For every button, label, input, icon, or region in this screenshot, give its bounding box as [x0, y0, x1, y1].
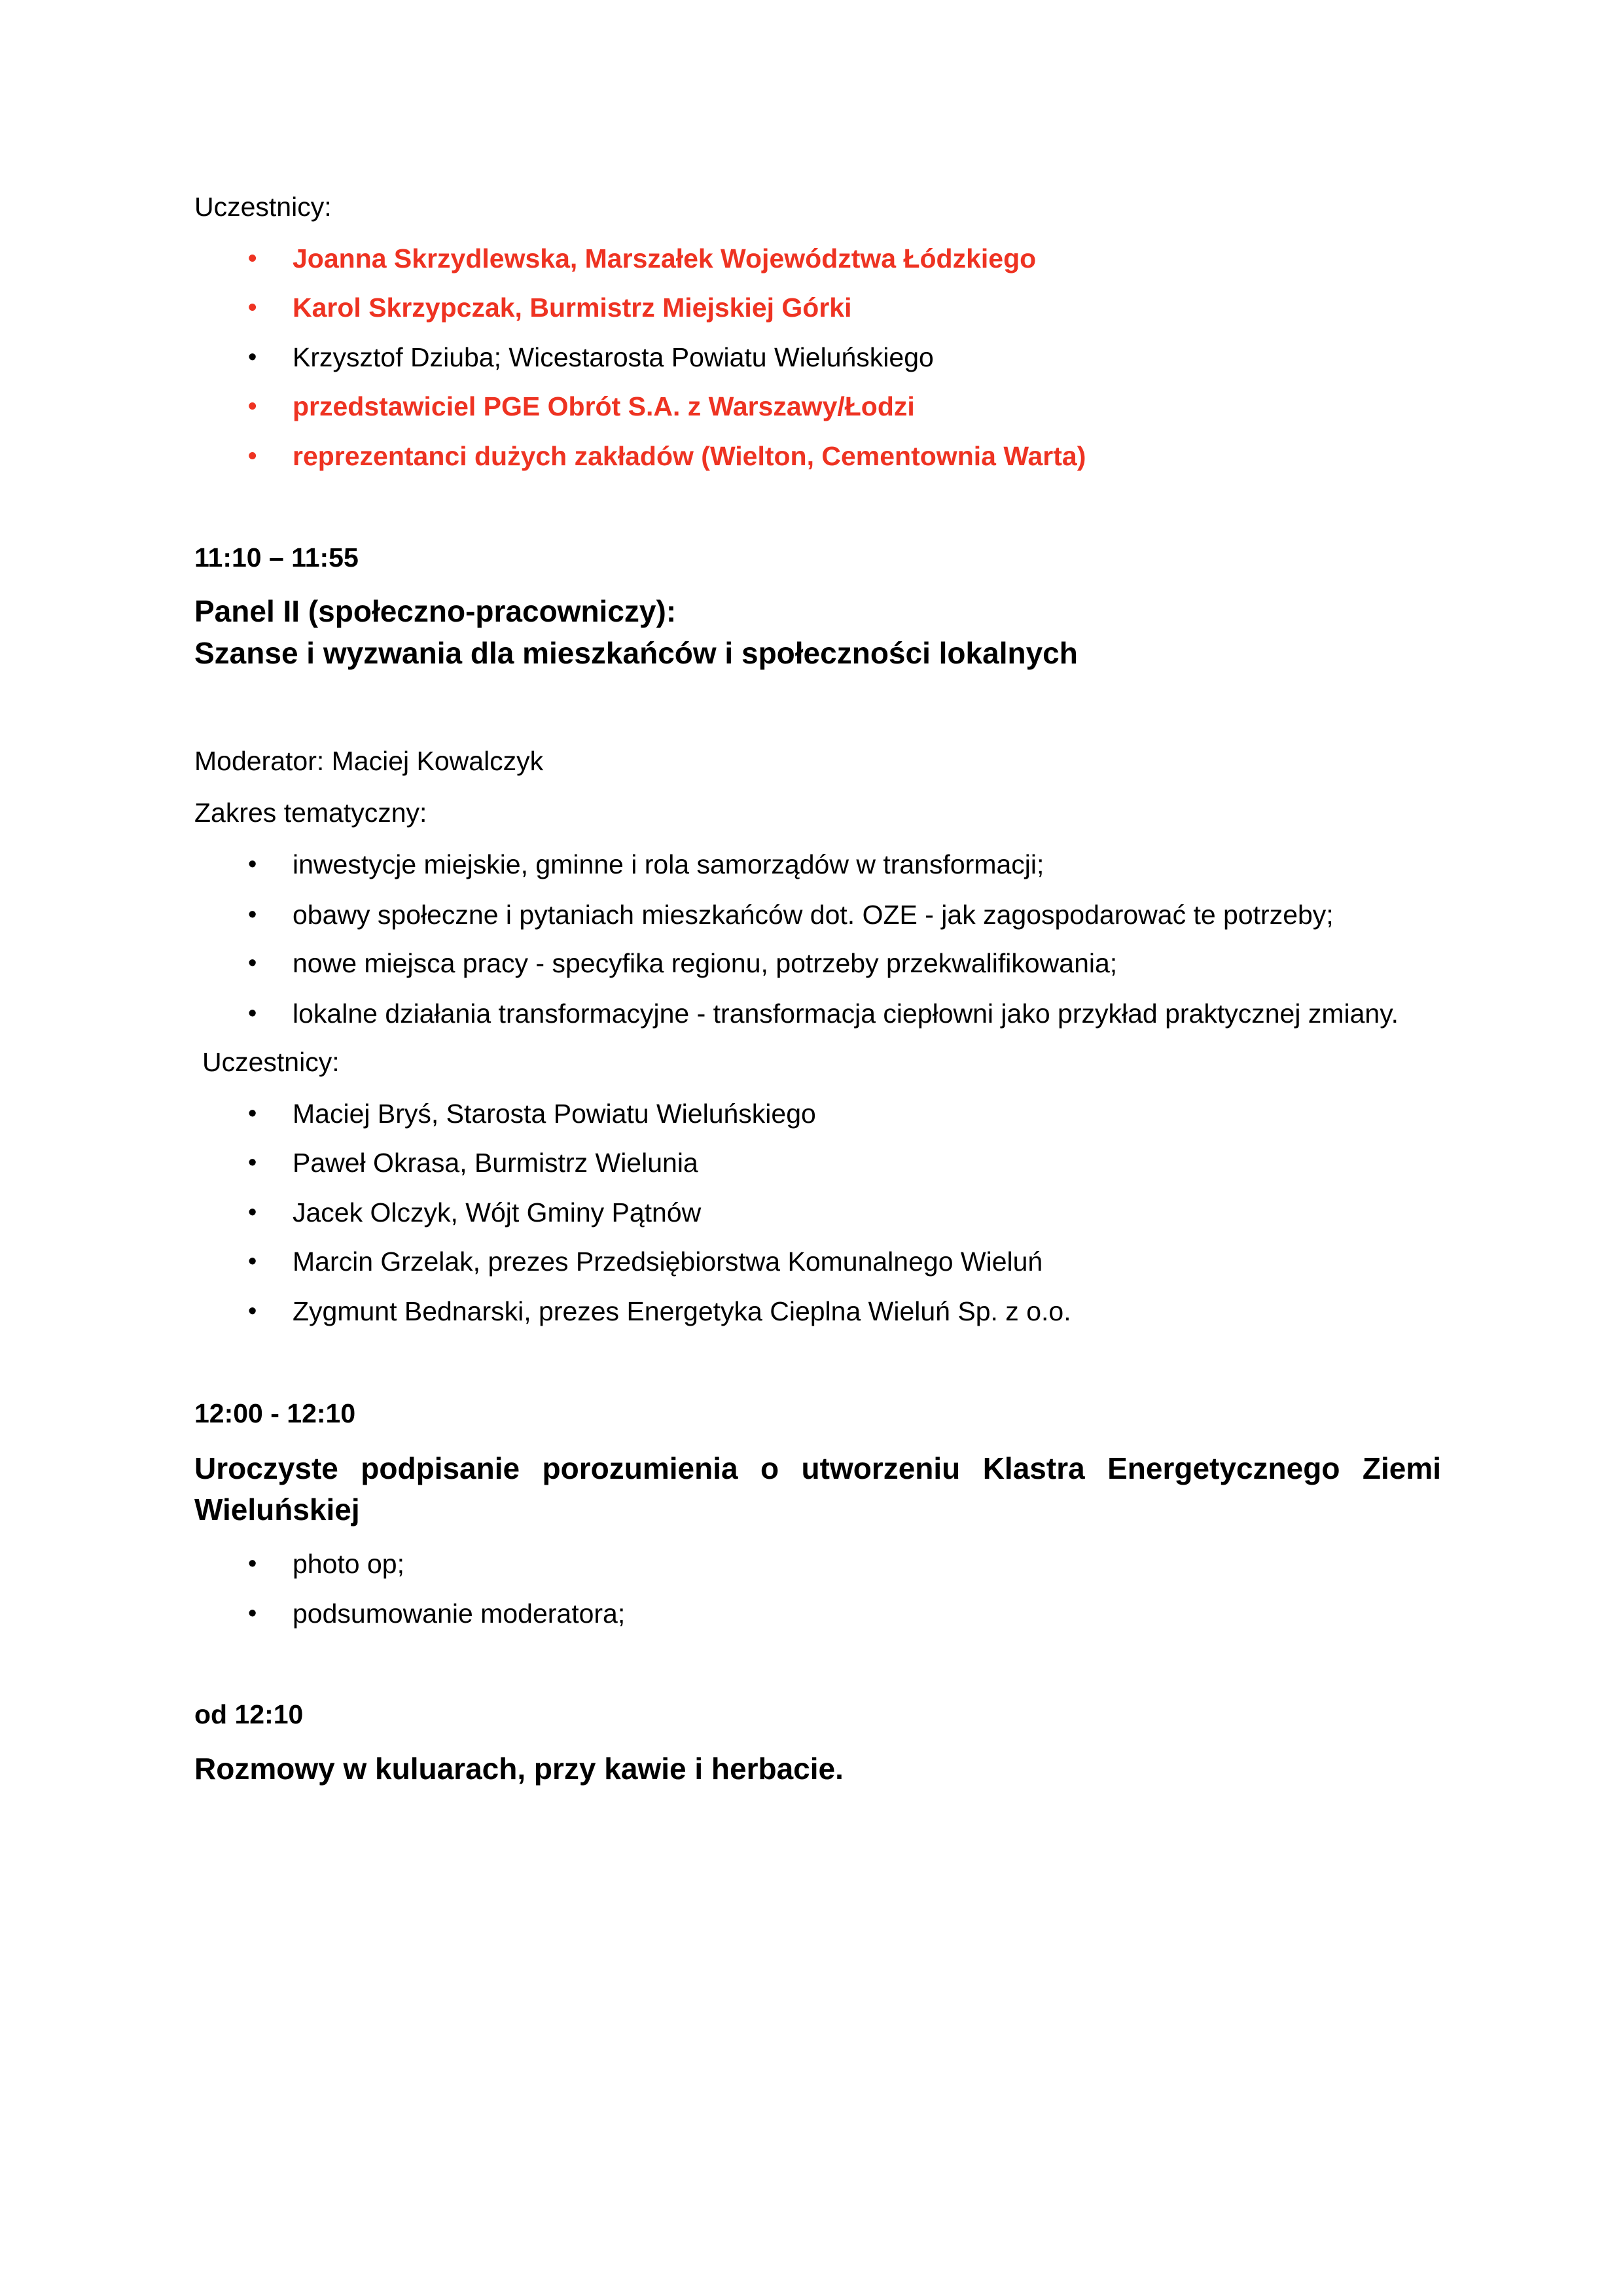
scope-label: Zakres tematyczny:: [194, 798, 427, 828]
bullet-icon: •: [248, 1100, 257, 1127]
signing-title-line1: Uroczyste podpisanie porozumienia o utworzeniu Klastra Energetycznego Ziemi: [194, 1451, 1441, 1485]
bullet-icon: •: [248, 245, 257, 272]
bullet-icon: •: [248, 1298, 257, 1325]
bullet-icon: •: [248, 1550, 257, 1578]
bullet-icon: •: [248, 442, 257, 470]
bullet-icon: •: [248, 1149, 257, 1176]
bullet-icon: •: [248, 901, 257, 928]
panel2-title-line2: Szanse i wyzwania dla mieszkańców i społeczności lokalnych: [194, 636, 1078, 670]
closing-title: Rozmowy w kuluarach, przy kawie i herbacie.: [194, 1752, 844, 1786]
bullet-icon: •: [248, 1248, 257, 1275]
closing-time: od 12:10: [194, 1699, 304, 1729]
bullet-icon: •: [248, 393, 257, 420]
bullet-icon: •: [248, 949, 257, 977]
panel2-title-line1: Panel II (społeczno-pracowniczy):: [194, 594, 677, 628]
signing-time: 12:00 - 12:10: [194, 1398, 356, 1428]
bullet-icon: •: [248, 344, 257, 371]
panel2-time: 11:10 – 11:55: [194, 542, 359, 573]
panel2-participants-label: Uczestnicy:: [202, 1047, 340, 1077]
participants-label: Uczestnicy:: [194, 192, 332, 222]
bullet-icon: •: [248, 1600, 257, 1627]
bullet-icon: •: [248, 851, 257, 878]
moderator-label: Moderator: Maciej Kowalczyk: [194, 746, 544, 776]
bullet-icon: •: [248, 1199, 257, 1226]
bullet-icon: •: [248, 294, 257, 321]
signing-title-line2: Wieluńskiej: [194, 1492, 360, 1527]
bullet-icon: •: [248, 1000, 257, 1027]
